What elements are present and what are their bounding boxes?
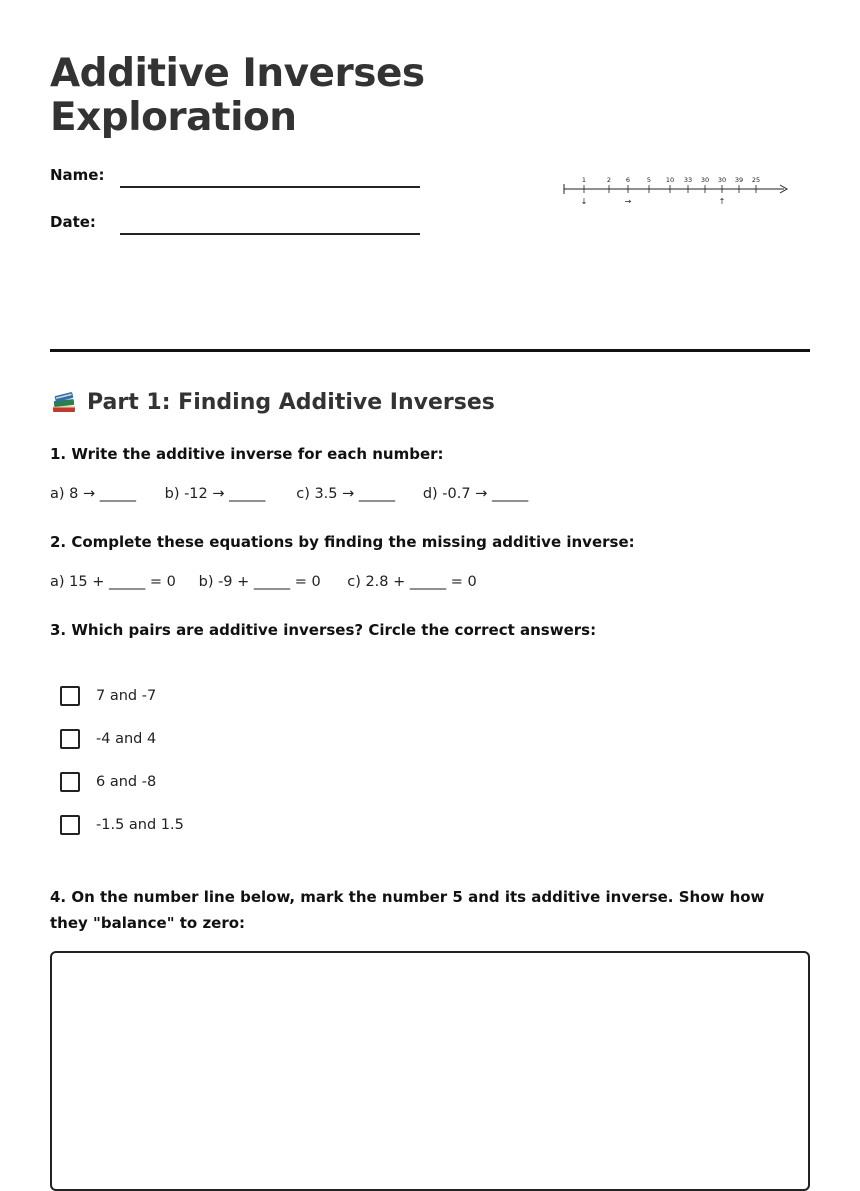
section-divider — [50, 349, 810, 352]
question-2-prompt: 2. Complete these equations by finding the missing additive inverse: — [50, 533, 635, 551]
number-line-arrow-mark: → — [624, 197, 632, 206]
number-line-tick-label: 1 — [581, 176, 587, 184]
choice-4-label: -1.5 and 1.5 — [96, 817, 184, 833]
number-line-tick-label: 6 — [625, 176, 631, 184]
q1-item-b[interactable]: b) -12 → _____ — [164, 486, 266, 502]
q2-item-b[interactable]: b) -9 + _____ = 0 — [198, 574, 321, 590]
number-line-graphic — [562, 170, 792, 210]
choice-3[interactable] — [60, 769, 156, 795]
number-line-tick-label: 33 — [683, 176, 693, 184]
number-line-tick-label: 25 — [751, 176, 761, 184]
number-line-tick-label: 5 — [646, 176, 652, 184]
part1-heading — [50, 388, 495, 416]
choice-2-label: -4 and 4 — [96, 731, 157, 747]
choice-2[interactable] — [60, 726, 156, 752]
number-line-tick-label: 10 — [665, 176, 675, 184]
q2-item-a[interactable]: a) 15 + _____ = 0 — [50, 574, 176, 590]
number-line-tick-label: 30 — [700, 176, 710, 184]
number-line-tick-label: 30 — [717, 176, 727, 184]
number-line-tick-label: 2 — [606, 176, 612, 184]
q1-item-d[interactable]: d) -0.7 → _____ — [422, 486, 529, 502]
choice-1[interactable] — [60, 683, 156, 709]
choice-1-label: 7 and -7 — [96, 688, 157, 704]
page-title: Additive Inverses Exploration — [50, 51, 425, 140]
choice-1-checkbox[interactable] — [60, 686, 80, 706]
number-line-arrow-mark: ↑ — [718, 197, 726, 206]
name-field[interactable] — [120, 186, 420, 188]
number-line-arrow-marks — [581, 197, 726, 206]
number-line-tick-label: 39 — [734, 176, 744, 184]
name-field-row — [50, 166, 420, 196]
q1-item-c[interactable]: c) 3.5 → _____ — [296, 486, 396, 502]
choice-3-checkbox[interactable] — [60, 772, 80, 792]
books-icon — [50, 388, 78, 416]
q1-item-a[interactable]: a) 8 → _____ — [50, 486, 136, 502]
date-field-row — [50, 213, 420, 243]
choice-4[interactable] — [60, 812, 184, 838]
choice-2-checkbox[interactable] — [60, 729, 80, 749]
question-4-prompt: 4. On the number line below, mark the number 5 and its additive inverse. Show how they "balance" to zero: — [50, 888, 765, 932]
choice-4-checkbox[interactable] — [60, 815, 80, 835]
question-3-prompt: 3. Which pairs are additive inverses? Circle the correct answers: — [50, 621, 597, 639]
number-line-drawing-area[interactable] — [50, 951, 810, 1191]
choice-3-label: 6 and -8 — [96, 774, 157, 790]
name-label: Name: — [50, 166, 105, 184]
part1-heading-text: Part 1: Finding Additive Inverses — [87, 389, 495, 415]
question-2-items — [50, 574, 477, 590]
number-line-tick-labels — [582, 176, 760, 184]
date-field[interactable] — [120, 233, 420, 235]
date-label: Date: — [50, 213, 96, 231]
question-1-items — [50, 486, 528, 502]
number-line-arrow-mark: ↓ — [580, 197, 588, 206]
question-1-prompt: 1. Write the additive inverse for each number: — [50, 445, 444, 463]
q2-item-c[interactable]: c) 2.8 + _____ = 0 — [347, 574, 477, 590]
